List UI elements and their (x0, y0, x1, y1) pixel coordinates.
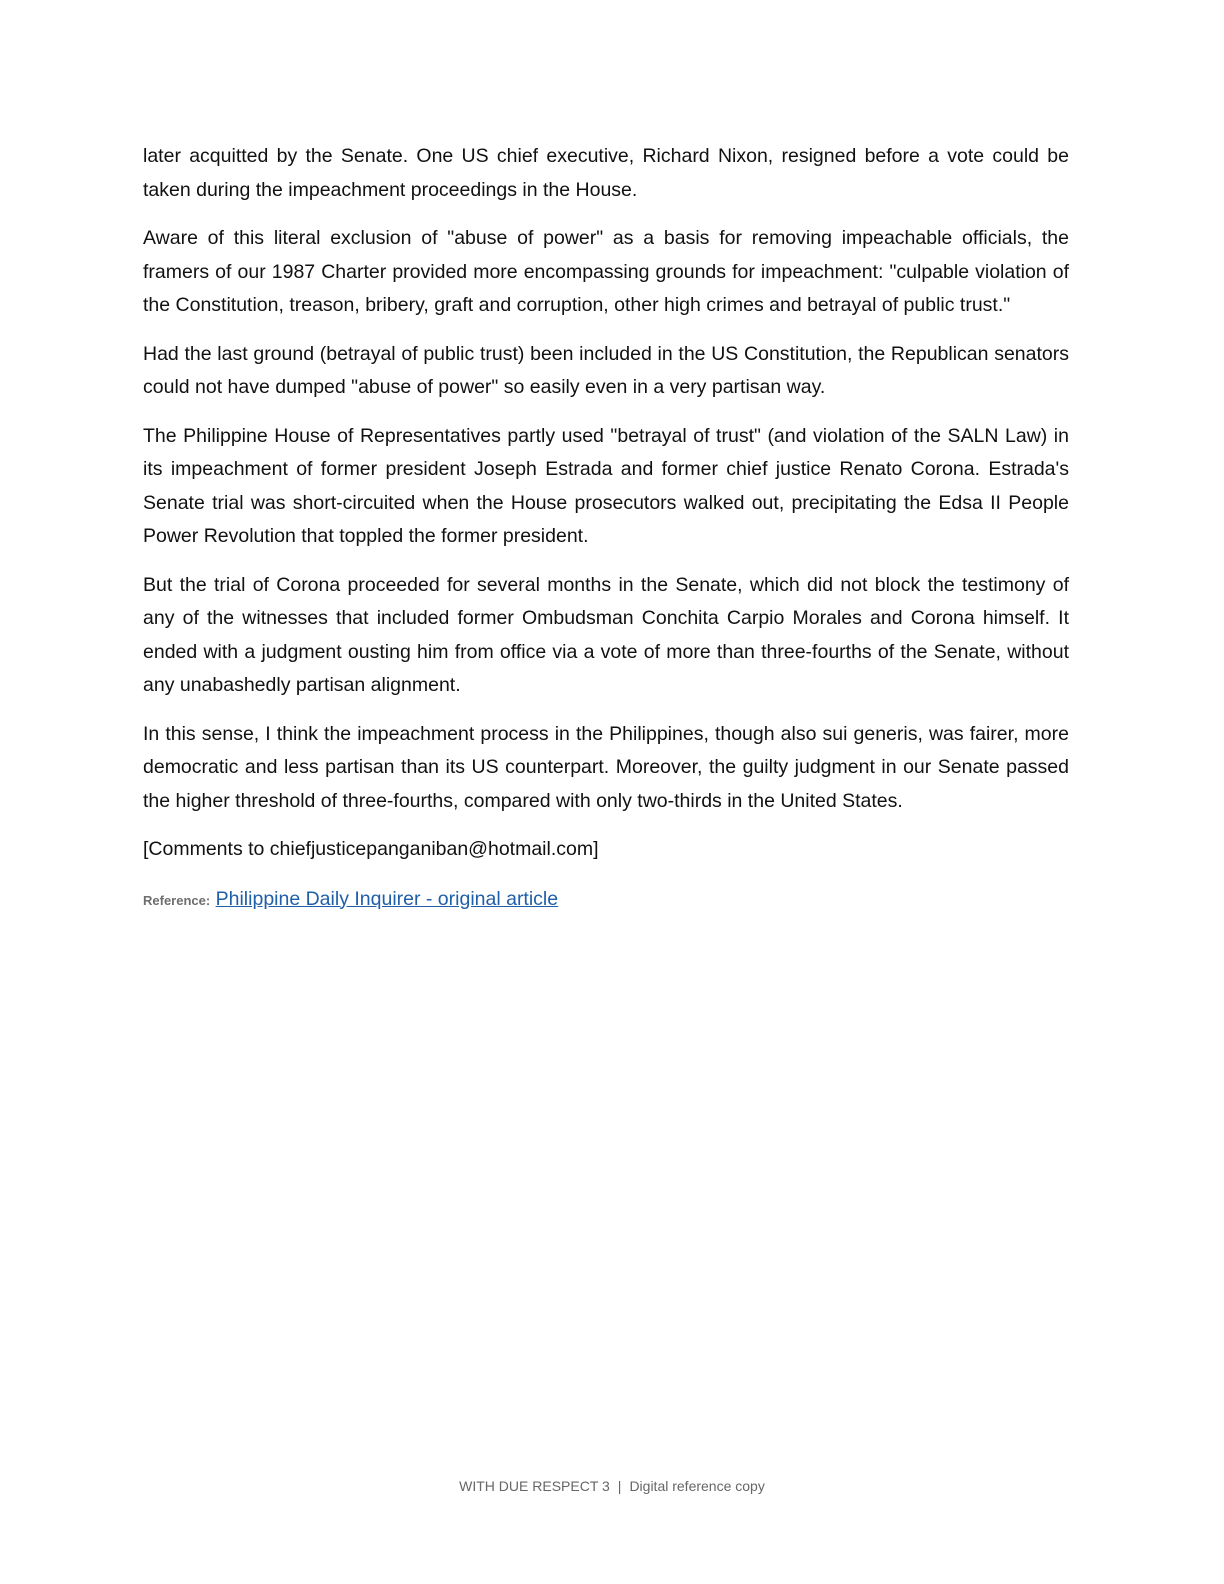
paragraph-2: Aware of this literal exclusion of "abuse of power" as a basis for removing impeachable officials, the framers of our 1987 Charter provided more encompassing grounds for impeachment: "culpable violation of the Constitution, treason, bribery, graft and corruption, other high crimes and betrayal of public trust." (143, 227, 1069, 316)
footer-title: WITH DUE RESPECT 3 (459, 1478, 610, 1494)
paragraph-6: In this sense, I think the impeachment process in the Philippines, though also sui generis, was fairer, more democratic and less partisan than its US counterpart. Moreover, the guilty judgment in our Senate passed the higher threshold of three-fourths, compared with only two-thirds in the United States. (143, 722, 1069, 812)
paragraph-4: The Philippine House of Representatives partly used "betrayal of trust" (and violation of the SALN Law) in its impeachment of former president Joseph Estrada and former chief justice Renato Corona. Estrada's Senate trial was short-circuited when the House prosecutors walked out, precipitating the Edsa II People Power Revolution that toppled the former president. (143, 424, 1069, 547)
reference-label: Reference: (143, 892, 211, 908)
paragraph-3: Had the last ground (betrayal of public trust) been included in the US Constitution, the Republican senators could not have dumped "abuse of power" so easily even in a very partisan way. (143, 342, 1069, 398)
article-body (143, 140, 1069, 915)
reference-line (143, 885, 1069, 915)
reference-link[interactable]: Philippine Daily Inquirer - original article (215, 887, 559, 910)
footer-note: Digital reference copy (629, 1478, 765, 1494)
page-footer (0, 1478, 1224, 1494)
footer-separator: | (617, 1478, 622, 1494)
paragraph-5: But the trial of Corona proceeded for several months in the Senate, which did not block the testimony of any of the witnesses that included former Ombudsman Conchita Carpio Morales and Corona himself. It ended with a judgment ousting him from office via a vote of more than three-fourths of the Senate, without any unabashedly partisan alignment. (143, 573, 1069, 696)
paragraph-1: later acquitted by the Senate. One US chief executive, Richard Nixon, resigned before a vote could be taken during the impeachment proceedings in the House. (143, 145, 1069, 201)
comments-line: [Comments to chiefjusticepanganiban@hotmail.com] (143, 838, 599, 860)
